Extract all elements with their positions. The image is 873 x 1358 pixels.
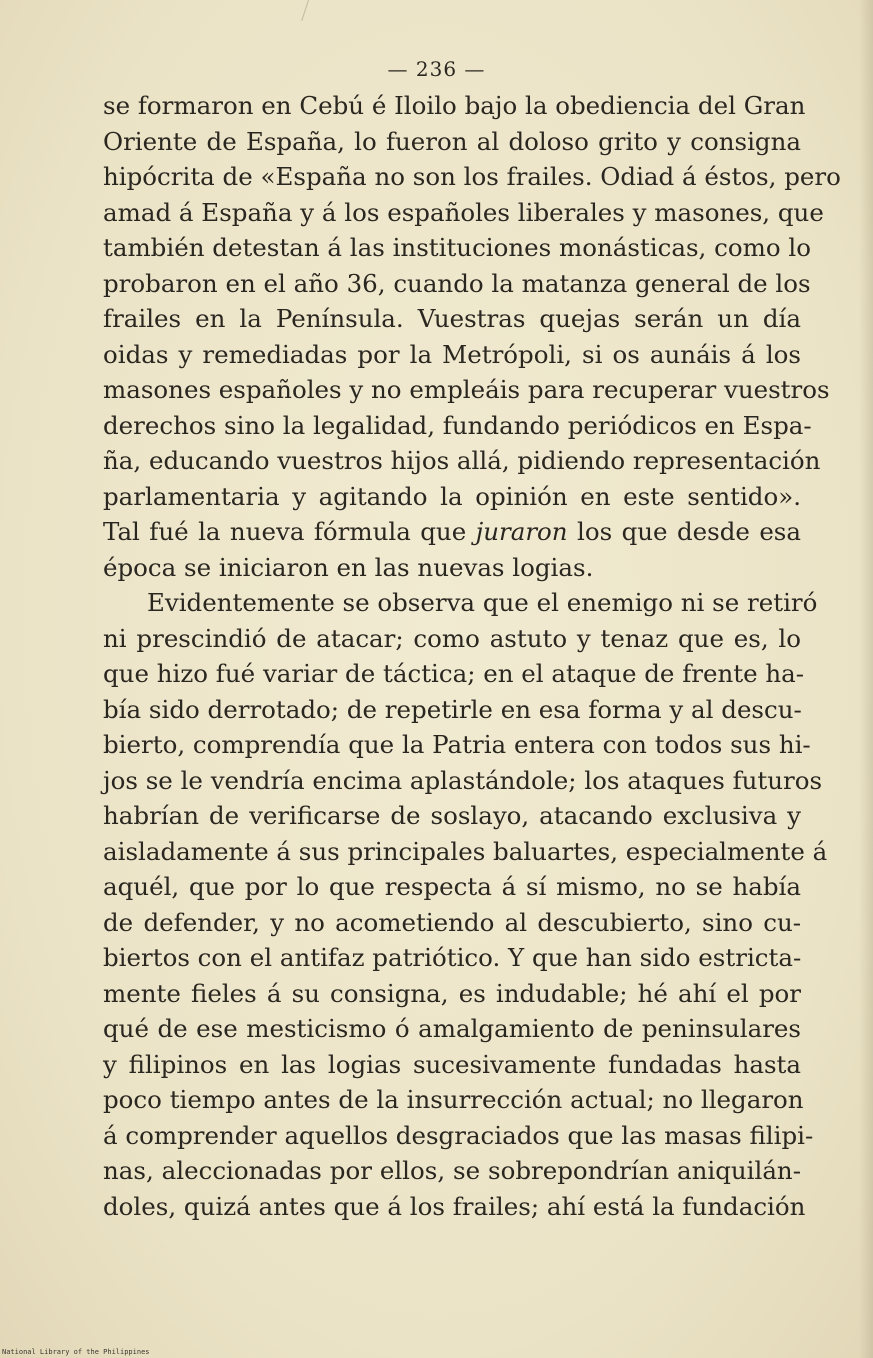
text-line: jos se le vendría encima aplastándole; los ataques futuros [103,765,823,795]
text-line: masones españoles y no empleáis para recuperar vuestros [103,375,830,404]
text-line: á comprender aquellos desgraciados que las masas filipi- [103,1120,814,1150]
text-line: habrían de verificarse de soslayo, atacando exclusiva y [103,801,801,830]
text-line: qué de ese mesticismo ó amalgamiento de peninsulares [103,1014,801,1043]
text-line: amad á España y á los españoles liberales y masones, que [103,197,824,227]
text-run: Tal fué la nueva fórmula que [103,517,476,546]
text-line: derechos sino la legalidad, fundando periódicos en Espa- [103,410,812,440]
text-line: aisladamente á sus principales baluartes, especialmente á [103,836,828,866]
text-run: los que desde esa [567,517,801,546]
text-line: poco tiempo antes de la insurrección actual; no llegaron [103,1085,804,1114]
italic-word: juraron [475,517,568,546]
text-line: aquél, que por lo que respecta á sí mismo, no se había [103,872,801,901]
body-text [103,88,841,1224]
text-line: frailes en la Península. Vuestras quejas serán un día [103,304,801,333]
text-line: nas, aleccionadas por ellos, se sobrepondrían aniquilán- [103,1156,801,1185]
text-line: y filipinos en las logias sucesivamente fundadas hasta [103,1049,801,1079]
text-line: doles, quizá antes que á los frailes; ahí está la fundación [103,1191,806,1221]
paragraph-2 [103,585,828,1224]
text-line: parlamentaria y agitando la opinión en este sentido». [103,481,801,511]
text-line: hipócrita de «España no son los frailes. Odiad á éstos, pero [103,162,841,191]
text-line: biertos con el antifaz patriótico. Y que han sido estricta- [103,943,802,972]
paragraph-1 [103,88,841,585]
text-line-with-italic [103,514,801,550]
page-number: — 236 — [387,57,486,81]
page-edge-shadow [859,0,873,1358]
text-line: oidas y remediadas por la Metrópoli, si os aunáis á los [103,339,801,369]
text-line: también detestan á las instituciones monásticas, como lo [103,233,811,262]
library-footer: National Library of the Philippines [2,1348,150,1356]
text-line: probaron en el año 36, cuando la matanza general de los [103,268,811,298]
text-line: ña, educando vuestros hijos allá, pidiendo representación [103,446,821,475]
text-line: bía sido derrotado; de repetirle en esa forma y al descu- [103,694,802,724]
text-line: Oriente de España, lo fueron al doloso grito y consigna [103,126,801,156]
text-line: Evidentemente se observa que el enemigo ni se retiró [147,588,818,617]
text-line: ni prescindió de atacar; como astuto y tenaz que es, lo [103,623,801,653]
text-line: se formaron en Cebú é Iloilo bajo la obediencia del Gran [103,91,806,120]
text-line: que hizo fué variar de táctica; en el ataque de frente ha- [103,659,805,688]
text-line: época se iniciaron en las nuevas logias. [103,552,594,582]
text-line: de defender, y no acometiendo al descubierto, sino cu- [103,907,801,937]
text-line: bierto, comprendía que la Patria entera con todos sus hi- [103,730,811,759]
text-line: mente fieles á su consigna, es indudable; hé ahí el por [103,978,801,1008]
